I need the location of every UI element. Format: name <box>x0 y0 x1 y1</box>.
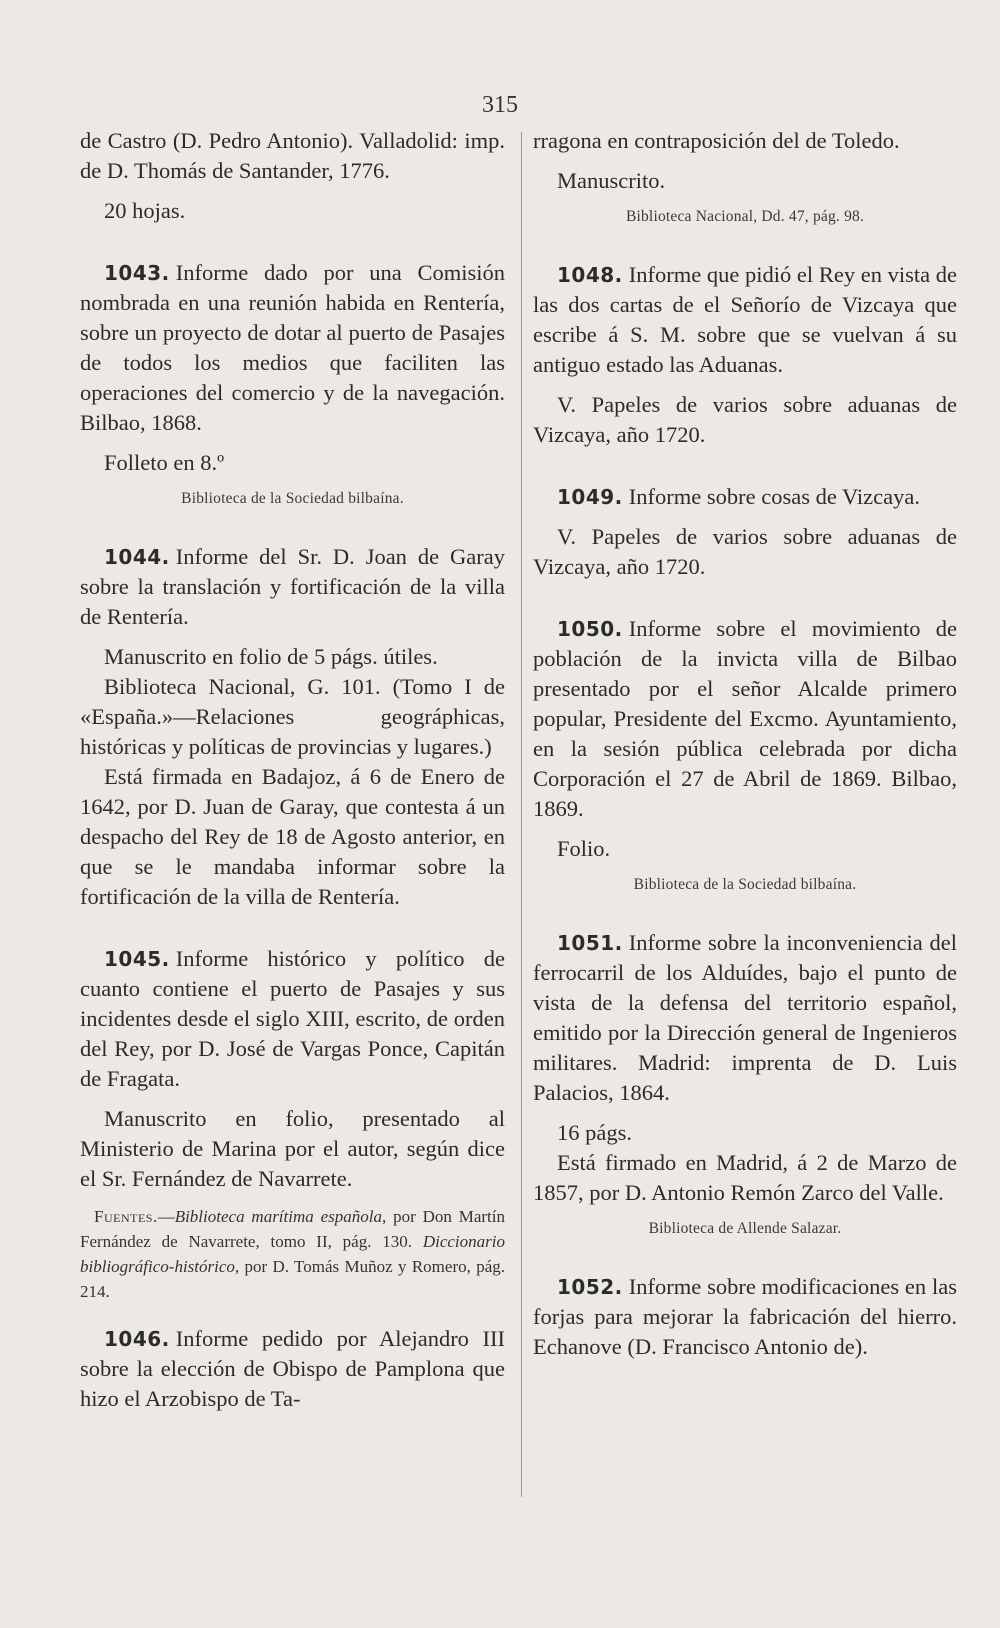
entry-title: Informe sobre la inconveniencia del ferrocarril de los Alduídes, bajo el punto de vista de la defensa del territorio español, emitido por la Dirección general de Ingenieros militares. Madrid: imprenta de D. Luis Palacios, 1864. <box>533 930 957 1105</box>
entry-title: Informe dado por una Comisión nombrada en una reunión habida en Rentería, sobre un proyecto de dotar al puerto de Pasajes de todos los medios que faciliten las operaciones del comercio y de la navegación. Bilbao, 1868. <box>80 260 505 435</box>
entry-format: Folio. <box>557 836 611 861</box>
right-column <box>533 126 957 1362</box>
entry-sources-note <box>80 1204 505 1304</box>
entry-heading <box>533 614 957 824</box>
sources-label: Fuentes. <box>94 1207 158 1226</box>
entry-title: Informe sobre el movimiento de población de la invicta villa de Bilbao presentado por el señor Alcalde primero popular, Presidente del Excmo. Ayuntamiento, en la sesión pública celebrada por dicha Corporación el 27 de Abril de 1869. Bilbao, 1869. <box>533 616 957 821</box>
entry-1046 <box>80 1324 505 1414</box>
entry-1052 <box>533 1272 957 1362</box>
entry-heading <box>533 928 957 1108</box>
entry-1050 <box>533 614 957 896</box>
entry-heading <box>533 260 957 380</box>
entry-description: Está firmado en Madrid, á 2 de Marzo de 1857, por D. Antonio Remón Zarco del Valle. <box>533 1150 957 1205</box>
entry-source: Biblioteca de Allende Salazar. <box>648 1220 842 1237</box>
entry-heading <box>80 944 505 1094</box>
entry-description: Manuscrito en folio, presentado al Ministerio de Marina por el autor, según dice el Sr. Fernández de Navarrete. <box>80 1106 505 1191</box>
entry-format: Manuscrito. <box>557 168 666 193</box>
entry-title: Informe del Sr. D. Joan de Garay sobre la translación y fortificación de la villa de Rentería. <box>80 544 505 629</box>
sources-text: por Don Martín Fernández de Navarrete, tomo II, pág. 130. <box>80 1207 505 1251</box>
entry-number: 1050. <box>557 617 623 641</box>
entry-1048 <box>533 260 957 450</box>
entry-title: Informe que pidió el Rey en vista de las dos cartas de el Señorío de Vizcaya que escribe á S. M. sobre que se vuelvan á su antiguo estado las Aduanas. <box>533 262 957 377</box>
entry-title: Informe pedido por Alejandro III sobre la elección de Obispo de Pamplona que hizo el Arzobispo de Ta- <box>80 1326 505 1411</box>
entry-1043 <box>80 258 505 510</box>
sources-title: Diccionario bibliográfico-histórico, <box>80 1232 505 1276</box>
column-divider <box>521 132 522 1497</box>
entry-description: Biblioteca Nacional, G. 101. (Tomo I de «España.»—Relaciones geográphicas, históricas y políticas de provincias y lugares.) <box>80 674 505 759</box>
entry-heading <box>533 482 957 512</box>
entry-description: Está firmada en Badajoz, á 6 de Enero de 1642, por D. Juan de Garay, que contesta á un despacho del Rey de 18 de Agosto anterior, en que se le mandaba informar sobre la fortificación de la villa de Rentería. <box>80 764 505 909</box>
entry-number: 1046. <box>104 1327 170 1351</box>
entry-continuation: de Castro (D. Pedro Antonio). Valladolid: imp. de D. Thomás de Santander, 1776. <box>80 128 505 183</box>
entry-continuation: rragona en contraposición del de Toledo. <box>533 128 900 153</box>
entry-description: 16 págs. <box>557 1120 632 1145</box>
entry-number: 1043. <box>104 261 170 285</box>
entry-heading <box>80 1324 505 1414</box>
entry-number: 1048. <box>557 263 623 287</box>
entry-heading <box>80 542 505 632</box>
entry-description: V. Papeles de varios sobre aduanas de Vizcaya, año 1720. <box>533 392 957 447</box>
entry-source: Biblioteca Nacional, Dd. 47, pág. 98. <box>625 208 865 225</box>
entry-extent: 20 hojas. <box>104 198 186 223</box>
entry-title: Informe sobre modificaciones en las forjas para mejorar la fabricación del hierro. Echanove (D. Francisco Antonio de). <box>533 1274 957 1359</box>
entry-heading <box>533 1272 957 1362</box>
entry-number: 1044. <box>104 545 170 569</box>
entry-1045 <box>80 944 505 1304</box>
entry-1049 <box>533 482 957 582</box>
entry-number: 1045. <box>104 947 170 971</box>
entry-1051 <box>533 928 957 1240</box>
entry-number: 1051. <box>557 931 623 955</box>
entry-1044 <box>80 542 505 912</box>
entry-number: 1052. <box>557 1275 623 1299</box>
entry-source: Biblioteca de la Sociedad bilbaína. <box>181 490 404 507</box>
entry-source: Biblioteca de la Sociedad bilbaína. <box>633 876 857 893</box>
page-number: 315 <box>482 92 518 118</box>
entry-title: Informe histórico y político de cuanto contiene el puerto de Pasajes y sus incidentes desde el siglo XIII, escrito, de orden del Rey, por D. José de Vargas Ponce, Capitán de Fragata. <box>80 946 505 1091</box>
entry-description: Manuscrito en folio de 5 págs. útiles. <box>104 644 438 669</box>
sources-title: Biblioteca marítima española, <box>174 1207 387 1226</box>
entry-title: Informe sobre cosas de Vizcaya. <box>628 484 921 509</box>
entry-description: V. Papeles de varios sobre aduanas de Vizcaya, año 1720. <box>533 524 957 579</box>
entry-format: Folleto en 8.º <box>104 450 225 475</box>
sources-text: por D. Tomás Muñoz y Romero, pág. 214. <box>80 1257 505 1301</box>
sources-dash: — <box>157 1207 175 1226</box>
entry-number: 1049. <box>557 485 623 509</box>
entry-heading <box>80 258 505 438</box>
left-column <box>80 126 505 1414</box>
